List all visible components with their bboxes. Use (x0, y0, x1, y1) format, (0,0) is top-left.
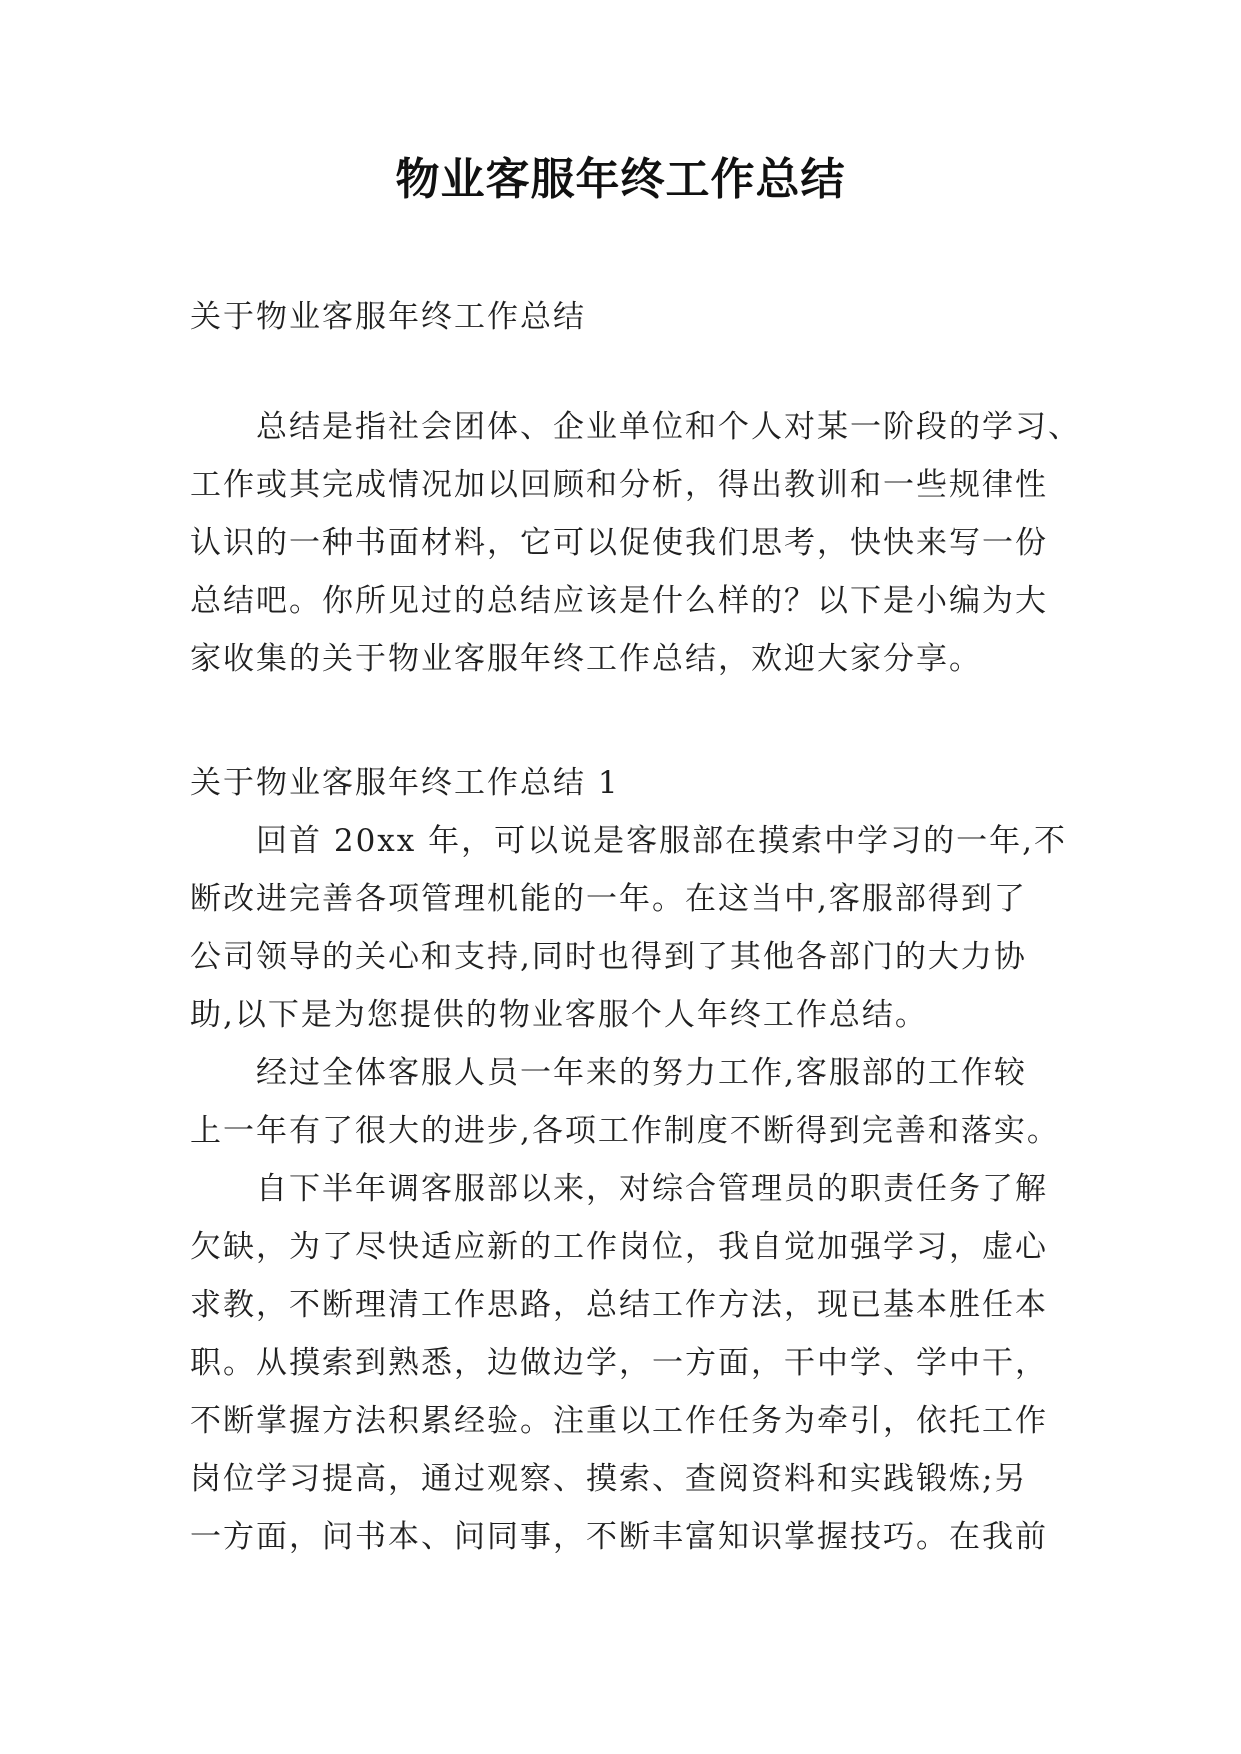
body-line: 一方面，问书本、问同事，不断丰富知识掌握技巧。在我前 (190, 1519, 1048, 1555)
body-line: 岗位学习提高，通过观察、摸索、查阅资料和实践锻炼;另 (190, 1461, 1028, 1497)
intro-line: 总结吧。你所见过的总结应该是什么样的？以下是小编为大 (190, 583, 1048, 619)
body-line: 断改进完善各项管理机能的一年。在这当中,客服部得到了 (190, 881, 1027, 917)
body-line: 公司领导的关心和支持,同时也得到了其他各部门的大力协 (190, 939, 1027, 975)
intro-line: 工作或其完成情况加以回顾和分析，得出教训和一些规律性 (190, 467, 1048, 503)
document-title: 物业客服年终工作总结 (395, 154, 846, 205)
intro-paragraph (190, 398, 1081, 688)
intro-line: 家收集的关于物业客服年终工作总结，欢迎大家分享。 (190, 641, 982, 677)
intro-line: 认识的一种书面材料，它可以促使我们思考，快快来写一份 (190, 525, 1048, 561)
body-line: 求教，不断理清工作思路，总结工作方法，现已基本胜任本 (190, 1287, 1048, 1323)
body-line: 职。从摸索到熟悉，边做边学，一方面，干中学、学中干， (190, 1345, 1048, 1381)
document-subtitle: 关于物业客服年终工作总结 (190, 299, 586, 335)
body-line: 不断掌握方法积累经验。注重以工作任务为牵引，依托工作 (190, 1403, 1048, 1439)
body-line: 回首 20xx 年，可以说是客服部在摸索中学习的一年,不 (190, 823, 1067, 859)
body-line: 欠缺，为了尽快适应新的工作岗位，我自觉加强学习，虚心 (190, 1229, 1048, 1265)
section-body (190, 812, 1067, 1566)
intro-line: 总结是指社会团体、企业单位和个人对某一阶段的学习、 (190, 409, 1081, 445)
body-line: 经过全体客服人员一年来的努力工作,客服部的工作较 (190, 1055, 1027, 1091)
body-line: 自下半年调客服部以来，对综合管理员的职责任务了解 (190, 1171, 1048, 1207)
body-line: 助,以下是为您提供的物业客服个人年终工作总结。 (190, 997, 928, 1033)
section-heading: 关于物业客服年终工作总结 1 (190, 765, 620, 801)
body-line: 上一年有了很大的进步,各项工作制度不断得到完善和落实。 (190, 1113, 1060, 1149)
